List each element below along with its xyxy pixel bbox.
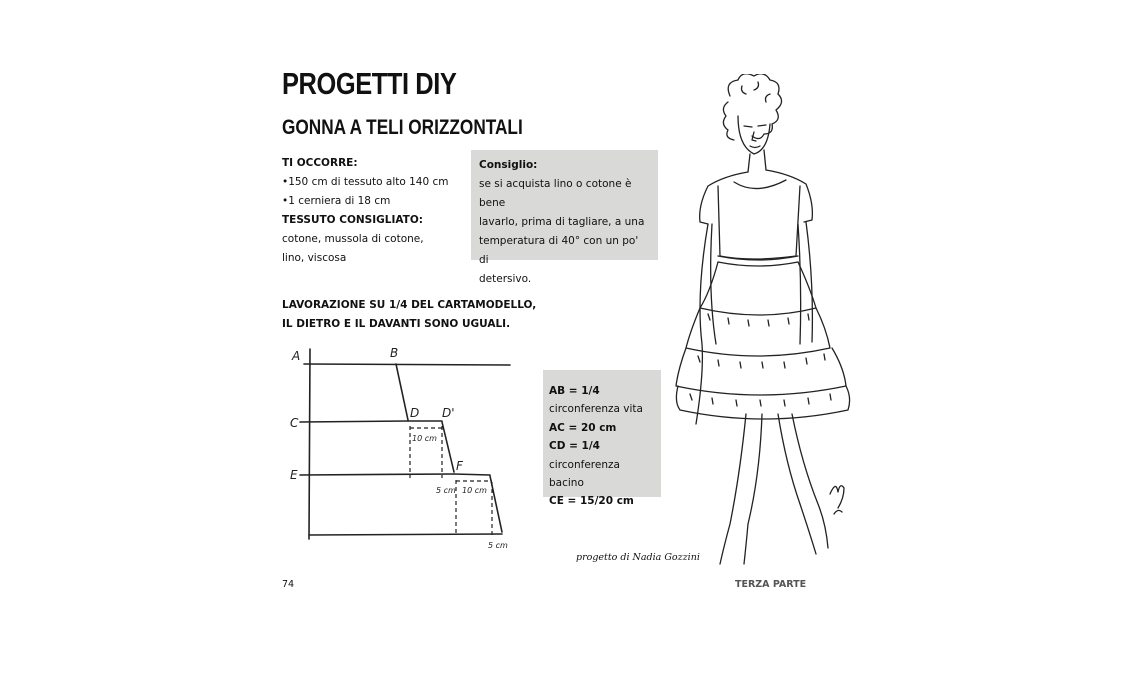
measure-10cm-top: 10 cm [412,434,437,443]
line-d2f [442,422,454,472]
instructions-line: LAVORAZIONE SU 1/4 DEL CARTAMODELLO, [282,299,537,311]
book-page [238,44,868,600]
page-title: PROGETTI DIY [282,66,457,101]
label-d: D [410,406,420,420]
label-f: F [456,459,463,473]
materials-block [282,154,472,268]
materials-item: •1 cerniera di 18 cm [282,195,391,207]
line-ext [454,474,490,475]
tip-line: lavarlo, prima di tagliare, a una [479,216,645,228]
tip-line: se si acquista lino o cotone è bene [479,178,632,209]
line-ab [304,364,510,365]
measure-5cm-bottom: 5 cm [488,541,508,550]
fashion-sketch [658,74,868,574]
materials-heading: TI OCCORRE: [282,157,358,169]
materials-item: •150 cm di tessuto alto 140 cm [282,176,449,188]
vertical-axis [309,349,310,539]
fabric-line: cotone, mussola di cotone, [282,233,424,245]
label-a: A [292,349,301,363]
label-b: B [390,346,399,360]
project-subtitle: GONNA A TELI ORIZZONTALI [282,116,523,139]
measure-5cm-mid: 5 cm [436,486,456,495]
tip-line: temperatura di 40° con un po' di [479,235,639,266]
tip-heading: Consiglio: [479,159,538,171]
label-c: C [290,416,299,430]
instructions-heading [282,296,562,334]
label-e: E [290,468,298,482]
line-cd [300,421,408,422]
page-number: 74 [282,579,295,590]
legend-key: AB = 1/4 [549,385,600,397]
legend-key: AC = 20 cm [549,421,617,434]
legend-desc: circonferenza bacino [549,458,620,490]
legend-key: CD = 1/4 [549,440,600,453]
section-label: TERZA PARTE [735,579,807,590]
measure-10cm-mid: 10 cm [462,486,487,495]
pattern-diagram [282,344,522,554]
line-bd [396,364,408,420]
line-ef [300,474,454,475]
legend-key: CE = 15/20 cm [549,495,634,508]
legend-box [543,370,661,508]
fabric-heading: TESSUTO CONSIGLIATO: [282,214,423,226]
instructions-line: IL DIETRO E IL DAVANTI SONO UGUALI. [282,318,511,330]
project-credit: progetto di Nadia Gozzini [576,552,700,563]
legend-desc: circonferenza vita [549,403,643,416]
tip-box [471,150,658,285]
line-bottom [309,534,502,535]
label-d-prime: D' [442,406,455,420]
fabric-line: lino, viscosa [282,252,347,264]
tip-line: detersivo. [479,273,532,285]
